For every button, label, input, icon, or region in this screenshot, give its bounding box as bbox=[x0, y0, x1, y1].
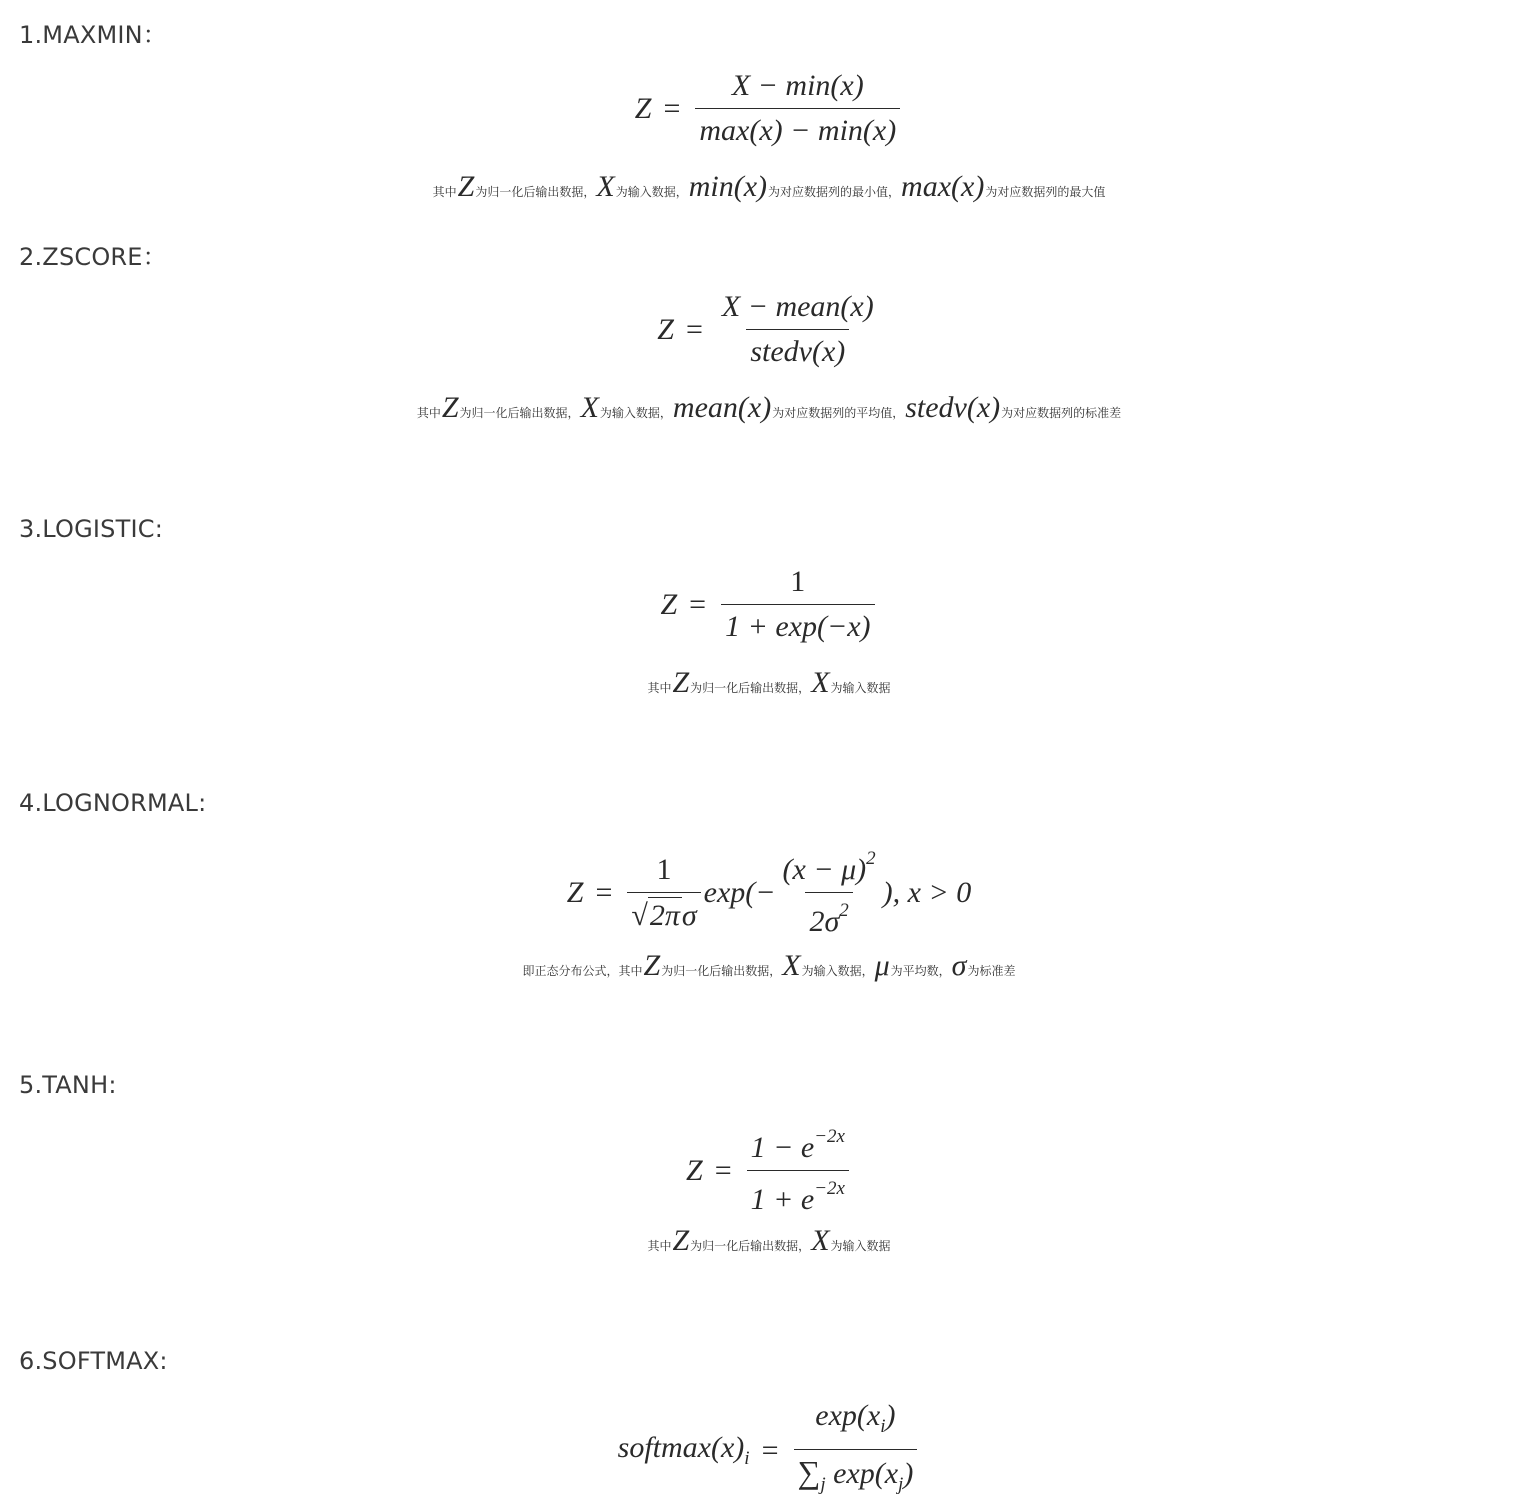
radicand: 2π bbox=[649, 898, 680, 932]
caption-var: X bbox=[596, 170, 615, 203]
equals-sign: = bbox=[663, 91, 681, 125]
denominator-base: 1 + e bbox=[750, 1183, 815, 1216]
numerator-tail: ) bbox=[885, 1399, 896, 1432]
caption-text: 为输入数据 bbox=[830, 681, 891, 695]
fraction bbox=[747, 1123, 849, 1218]
numerator bbox=[747, 1123, 849, 1170]
caption-var: min(x) bbox=[688, 170, 768, 203]
formula-lhs: Z bbox=[566, 875, 584, 909]
caption-logistic bbox=[0, 666, 1538, 700]
caption-text: 为归一化后输出数据， bbox=[475, 185, 596, 199]
formula-logistic bbox=[0, 564, 1538, 645]
caption-text: 为对应数据列的平均值， bbox=[772, 406, 905, 420]
caption-text: 为输入数据， bbox=[615, 185, 688, 199]
fraction bbox=[794, 1398, 918, 1503]
subscript: i bbox=[744, 1448, 750, 1469]
caption-text: 为标准差 bbox=[967, 964, 1016, 978]
caption-text: 为输入数据， bbox=[599, 406, 672, 420]
formula-lognormal bbox=[0, 845, 1538, 940]
subscript: j bbox=[820, 1474, 826, 1495]
formula-lhs: Z bbox=[657, 312, 674, 346]
numerator: 1 bbox=[656, 852, 672, 886]
caption-text: 为输入数据 bbox=[830, 1239, 891, 1253]
denominator-base: 2σ bbox=[809, 905, 840, 938]
caption-tanh bbox=[0, 1224, 1538, 1258]
caption-text: 其中 bbox=[432, 185, 457, 199]
equals-sign: = bbox=[689, 587, 707, 621]
numerator-base: (x − μ) bbox=[782, 853, 867, 886]
fraction bbox=[721, 564, 874, 645]
fraction bbox=[718, 289, 878, 370]
caption-text: 其中 bbox=[647, 1239, 672, 1253]
equals-sign: = bbox=[714, 1153, 732, 1187]
formula-lhs: Z bbox=[686, 1153, 703, 1187]
fraction bbox=[695, 68, 900, 149]
denominator bbox=[747, 1170, 849, 1218]
caption-text: 为归一化后输出数据， bbox=[459, 406, 580, 420]
caption-var: Z bbox=[643, 949, 661, 982]
caption-maxmin bbox=[0, 170, 1538, 204]
caption-var: σ bbox=[951, 949, 967, 982]
section-heading-tanh: 5.TANH: bbox=[19, 1071, 117, 1099]
caption-text: 为归一化后输出数据， bbox=[690, 1239, 811, 1253]
exponent: 2 bbox=[839, 900, 849, 921]
caption-lognormal bbox=[0, 949, 1538, 983]
denominator: max(x) − min(x) bbox=[695, 108, 900, 149]
summation-sign: ∑ bbox=[797, 1454, 821, 1490]
caption-var: mean(x) bbox=[672, 391, 772, 424]
radical-sign-icon: √ bbox=[631, 898, 648, 932]
caption-text: 其中 bbox=[647, 681, 672, 695]
fraction bbox=[627, 852, 700, 934]
formula-zscore bbox=[0, 289, 1538, 370]
formula-mid: exp(− bbox=[703, 875, 776, 909]
numerator bbox=[811, 1398, 899, 1449]
equals-sign: = bbox=[761, 1433, 779, 1467]
caption-var: stedv(x) bbox=[905, 391, 1001, 424]
caption-var: max(x) bbox=[901, 170, 985, 203]
formula-softmax bbox=[0, 1398, 1538, 1503]
denominator: stedv(x) bbox=[746, 329, 849, 370]
denominator: 1 + exp(−x) bbox=[721, 604, 874, 645]
formula-maxmin bbox=[0, 68, 1538, 149]
exponent: 2 bbox=[866, 848, 876, 869]
caption-text: 为归一化后输出数据， bbox=[690, 681, 811, 695]
denominator-tail: ) bbox=[903, 1457, 914, 1490]
section-heading-lognormal: 4.LOGNORMAL: bbox=[19, 789, 207, 817]
numerator-base: 1 − e bbox=[750, 1131, 815, 1164]
numerator: X − mean(x) bbox=[721, 290, 874, 323]
caption-text: 即正态分布公式，其中 bbox=[522, 964, 643, 978]
lhs-base: softmax(x) bbox=[617, 1431, 745, 1464]
section-heading-zscore: 2.ZSCORE： bbox=[19, 243, 167, 271]
caption-text: 为对应数据列的标准差 bbox=[1001, 406, 1122, 420]
caption-var: Z bbox=[672, 666, 690, 699]
equals-sign: = bbox=[595, 875, 613, 909]
section-heading-maxmin: 1.MAXMIN： bbox=[19, 21, 168, 49]
exponent: −2x bbox=[814, 1126, 845, 1147]
numerator-base: exp(x bbox=[815, 1399, 881, 1432]
caption-text: 其中 bbox=[416, 406, 441, 420]
denominator bbox=[794, 1449, 918, 1503]
formula-tail: ), x > 0 bbox=[882, 875, 972, 909]
numerator: X − min(x) bbox=[731, 69, 864, 102]
caption-var: X bbox=[811, 666, 830, 699]
caption-var: μ bbox=[874, 949, 890, 982]
caption-text: 为对应数据列的最大值 bbox=[985, 185, 1106, 199]
denominator bbox=[627, 892, 700, 934]
formula-lhs bbox=[618, 1431, 750, 1470]
numerator: 1 bbox=[790, 565, 806, 598]
square-root bbox=[631, 897, 682, 934]
caption-var: X bbox=[580, 391, 599, 424]
section-heading-logistic: 3.LOGISTIC: bbox=[19, 515, 163, 543]
denominator-tail: σ bbox=[681, 898, 697, 932]
section-heading-softmax: 6.SOFTMAX: bbox=[19, 1347, 168, 1375]
caption-var: Z bbox=[441, 391, 459, 424]
denominator bbox=[805, 892, 852, 940]
caption-text: 为对应数据列的最小值， bbox=[768, 185, 901, 199]
formula-tanh bbox=[0, 1123, 1538, 1218]
caption-var: Z bbox=[672, 1224, 690, 1257]
caption-var: X bbox=[811, 1224, 830, 1257]
caption-text: 为平均数， bbox=[890, 964, 951, 978]
denominator-base: exp(x bbox=[833, 1457, 899, 1490]
caption-text: 为归一化后输出数据， bbox=[661, 964, 782, 978]
subscript: i bbox=[880, 1416, 886, 1437]
formula-lhs: Z bbox=[660, 587, 678, 621]
exponent: −2x bbox=[814, 1178, 845, 1199]
formula-lhs: Z bbox=[634, 91, 652, 125]
caption-text: 为输入数据， bbox=[801, 964, 874, 978]
caption-var: X bbox=[782, 949, 801, 982]
equals-sign: = bbox=[685, 312, 703, 346]
caption-var: Z bbox=[457, 170, 475, 203]
caption-zscore bbox=[0, 391, 1538, 425]
subscript: j bbox=[898, 1474, 904, 1495]
numerator bbox=[779, 845, 880, 892]
fraction-inner bbox=[779, 845, 880, 940]
